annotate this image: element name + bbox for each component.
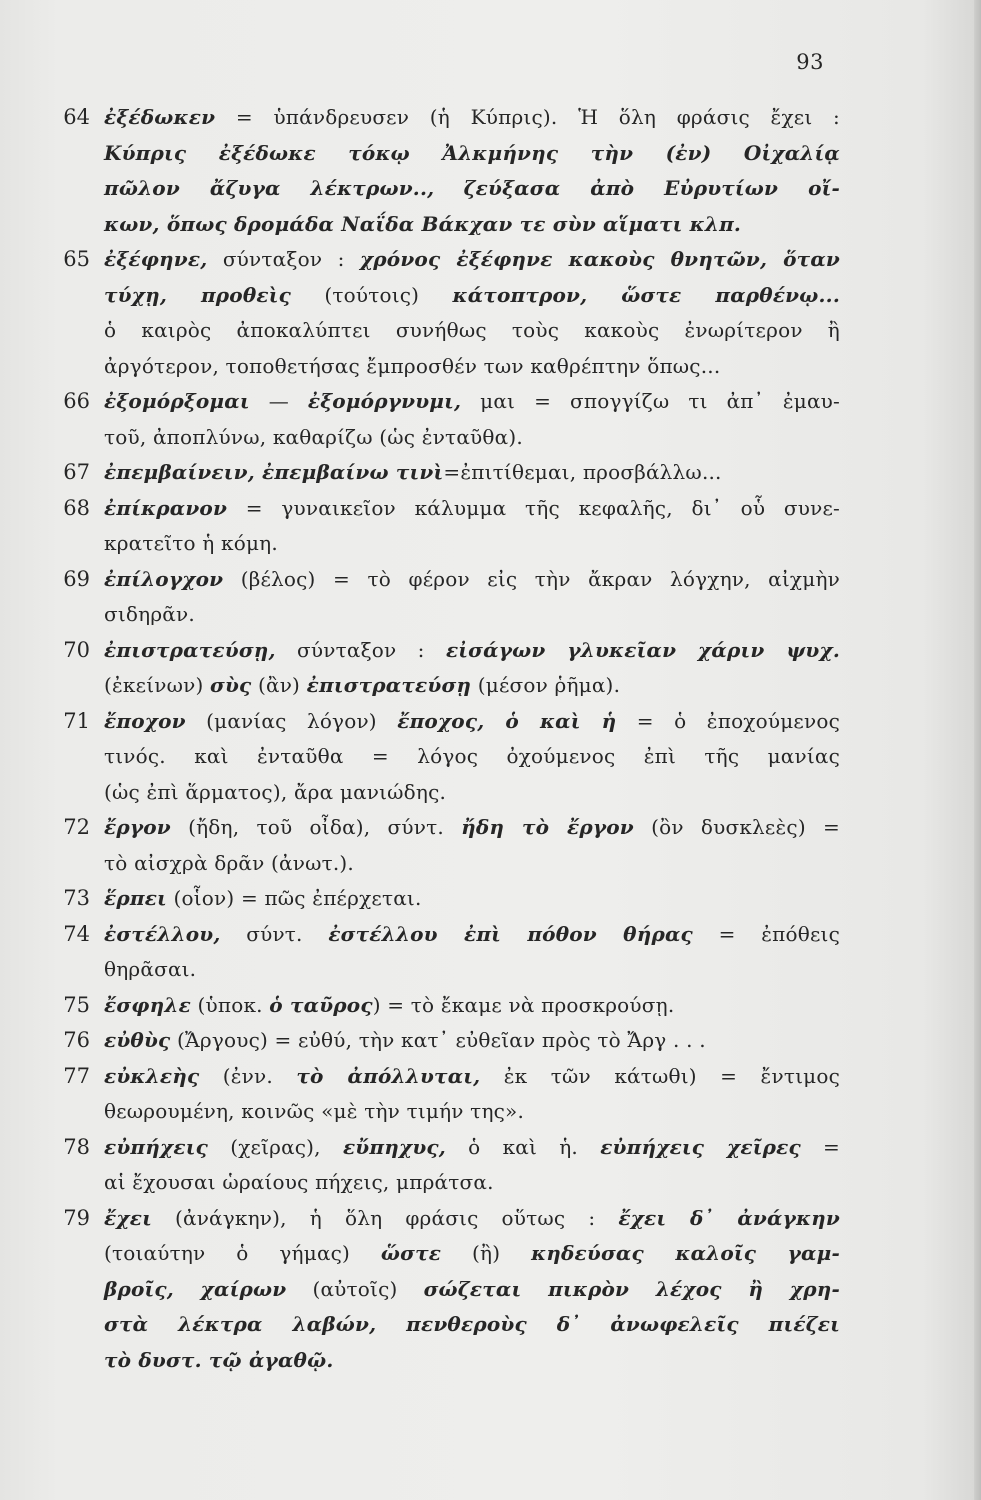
headword: ζεύξασα ἀπὸ Εὐρυτίων οἴ- [463,176,840,200]
note-number: 67 [63,460,90,484]
headword: εὐθὺς [104,1028,171,1052]
note-number: 79 [63,1205,90,1230]
headword: ἔποχον [104,708,186,733]
gloss-text: (ὡς ἐπὶ ἅρματος), ἄρα μανιώδης. [104,779,447,804]
commentary-notes [40,100,840,1378]
text-line [104,597,840,633]
headword: ἐπιστρατεύσῃ, [104,637,276,662]
note-entry [40,1130,840,1201]
note-number: 75 [63,992,90,1017]
gloss-text: (Ἄργους) = εὐθύ, τὴν κατ᾿ εὐθεῖαν πρὸς τὸ Ἄργ . . . [170,1028,706,1052]
text-line [104,420,840,456]
note-entry [40,100,840,242]
note-number: 74 [63,921,90,946]
text-line [104,1201,840,1237]
gloss-text: ὁ καὶ ἡ. [445,1134,601,1159]
headword: ἐπίκρανον [104,495,228,520]
headword: κηδεύσας καλοῖς γαμ- [531,1241,840,1265]
headword: τύχῃ, προθεὶς [104,282,291,307]
gloss-text: (ἐκείνων) [104,673,211,697]
text-line [104,775,840,811]
headword: ἕρπει [104,886,167,910]
note-number: 72 [63,815,90,839]
note-entry [40,384,840,455]
headword: εἰσάγων γλυκεῖαν χάριν ψυχ. [445,637,840,662]
headword: τὸ ἀπόλλυται, [296,1063,481,1088]
note-text [104,1130,840,1201]
note-entry [40,1023,840,1059]
gloss-text: τινός. καὶ ἐνταῦθα = λόγος ὀχούμενος ἐπὶ τῆς μανίας [104,744,840,768]
headword: ἤδη τὸ ἔργον [461,815,634,839]
note-entry [40,242,840,384]
note-number: 69 [63,566,90,591]
text-line [104,136,840,172]
gloss-text: = γυναικεῖον κάλυμμα τῆς κεφαλῆς, δι᾿ οὗ συνε- [227,495,840,520]
note-text [104,1059,840,1130]
note-number: 68 [63,495,90,520]
note-entry [40,810,840,881]
text-line [104,278,840,314]
note-text [104,917,840,988]
note-number: 76 [63,1028,90,1052]
headword: ἔργον [104,815,171,839]
headword: Κύπρις ἐξέδωκε τόκῳ Ἀλκμήνης τὴν (ἐν) Οἰχαλίᾳ [104,140,840,165]
gloss-text: θηρᾶσαι. [104,957,197,981]
note-number: 66 [63,389,90,413]
note-entry [40,881,840,917]
gloss-text: (ἤδη, τοῦ οἶδα), σύντ. [170,815,462,839]
note-text [104,1023,840,1059]
gloss-text: κρατεῖτο ἡ κόμη. [104,531,278,555]
headword: ἔχει δ᾿ ἀνάγκην [618,1205,840,1230]
gloss-text: τοῦ, ἀποπλύνω, καθαρίζω (ὡς ἐνταῦθα). [104,424,523,449]
note-number: 70 [63,637,90,662]
text-line [104,1130,840,1166]
note-text [104,384,840,455]
headword: ἐξομόρξομαι [104,389,250,413]
note-text [104,562,840,633]
headword: ἐπεμβαίνειν, ἐπεμβαίνω τινὶ [104,460,444,484]
text-line [104,1094,840,1130]
text-line [104,668,840,704]
text-line [104,384,840,420]
gloss-text: τὸ αἰσχρὰ δρᾶν (ἀνωτ.). [104,850,354,875]
headword: ἐστέλλου, [104,921,221,946]
note-text [104,881,840,917]
gloss-text: = ὑπάνδρευσεν (ἡ Κύπρις). Ἡ ὅλη φράσις ἔχει : [215,105,840,129]
gloss-text: σύντ. [220,921,329,946]
note-entry [40,562,840,633]
note-text [104,242,840,384]
gloss-text: (τοιαύτην ὁ γήμας) [104,1241,381,1265]
note-number: 65 [63,247,90,271]
text-line [104,917,840,953]
note-entry [40,988,840,1024]
text-line [104,100,840,136]
gloss-text: (μανίας λόγον) [185,708,398,733]
gloss-text: (τούτοις) [290,282,453,307]
gloss-text: σύνταξον : [207,247,360,271]
headword: ἐπίλογχον [104,566,224,591]
text-line [104,1023,840,1059]
text-line [104,313,840,349]
headword: σώζεται πικρὸν λέχος ἢ χρη- [423,1276,840,1301]
gloss-text: θεωρουμένη, κοινῶς «μὲ τὴν τιμήν της». [104,1099,525,1123]
note-entry [40,704,840,811]
note-number: 73 [63,886,90,910]
note-text [104,1201,840,1379]
headword: ἐξέδωκεν [104,105,216,129]
gloss-text: (ἂν) [251,673,307,697]
text-line [104,1272,840,1308]
text-line [104,739,840,775]
text-line [104,881,840,917]
gloss-text: = [800,1134,840,1159]
text-line [104,349,840,385]
headword: εὐπήχεις χεῖρες [600,1134,801,1159]
gloss-text: (ἐνν. [199,1063,297,1088]
gloss-text: (αὐτοῖς) [286,1276,424,1301]
text-line [104,704,840,740]
text-line [104,846,840,882]
headword: σὺς [210,673,252,697]
text-line [104,526,840,562]
gloss-text: (οἷον) = πῶς ἐπέρχεται. [166,886,422,910]
headword: ἔχει [104,1205,152,1230]
page-number: 93 [796,50,824,74]
headword: ἐπιστρατεύσῃ [306,673,472,697]
gloss-text: (ἢ) [441,1241,532,1265]
text-line [104,988,840,1024]
gloss-text: ἀργότερον, τοποθετήσας ἔμπροσθέν των καθρέπτην ὅπως... [104,353,721,378]
gloss-text: (βέλος) = τὸ φέρον εἰς τὴν ἄκραν λόγχην, αἰχμὴν [223,566,840,591]
text-line [104,455,840,491]
note-entry [40,491,840,562]
gloss-text: (μέσον ῥῆμα). [471,673,621,697]
note-entry [40,1059,840,1130]
note-text [104,810,840,881]
headword: κων, ὅπως δρομάδα Ναΐδα Βάκχαν τε σὺν αἵματι κλπ. [104,211,742,236]
text-line [104,1343,840,1379]
gloss-text: σύνταξον : [275,637,446,662]
gloss-text: =ἐπιτίθεμαι, προσβάλλω... [443,460,722,484]
gloss-text: (ὑποκ. [190,992,270,1017]
text-line [104,491,840,527]
headword: ἔσφηλε [104,992,191,1017]
headword: χρόνος ἐξέφηνε κακοὺς θνητῶν, ὅταν [359,247,840,271]
gloss-text: (ὂν δυσκλεὲς) = [633,815,840,839]
text-line [104,207,840,243]
text-line [104,242,840,278]
text-line [104,1236,840,1272]
note-text [104,704,840,811]
gloss-text: μαι = σπογγίζω τι ἀπ᾿ ἐμαυ- [461,389,840,413]
headword: εὔπηχυς, [342,1134,446,1159]
gloss-text: (ἀνάγκην), ἡ ὅλη φράσις οὕτως : [151,1205,619,1230]
headword: βροῖς, χαίρων [104,1276,287,1301]
note-text [104,491,840,562]
headword: ἔποχος, ὁ καὶ ἡ [397,708,617,733]
gloss-text: σιδηρᾶν. [104,602,195,626]
gloss-text: = ὁ ἐποχούμενος [616,708,840,733]
text-line [104,1307,840,1343]
text-line [104,562,840,598]
text-line [104,171,840,207]
headword: ἐξομόργνυμι, [307,389,462,413]
gloss-text: = ἐπόθεις [692,921,841,946]
headword: κάτοπτρον, ὥστε παρθένῳ... [452,282,840,307]
gloss-text: ) = τὸ ἔκαμε νὰ προσκρούσῃ. [372,992,675,1017]
note-number: 64 [63,105,90,129]
note-number: 77 [63,1063,90,1088]
headword: εὐπήχεις [104,1134,208,1159]
text-line [104,1059,840,1095]
note-entry [40,455,840,491]
gloss-text: ἐκ τῶν κάτωθι) = ἔντιμος [480,1063,840,1088]
note-entry [40,633,840,704]
gloss-text: αἱ ἔχουσαι ὡραίους πήχεις, μπράτσα. [104,1170,494,1194]
text-line [104,810,840,846]
note-number: 71 [63,708,90,733]
gloss-text [434,176,463,200]
note-text [104,633,840,704]
gloss-text: — [249,389,308,413]
headword: ὁ ταῦρος [269,992,373,1017]
note-text [104,988,840,1024]
headword: ὥστε [380,1241,442,1265]
note-text [104,100,840,242]
gloss-text: ὁ καιρὸς ἀποκαλύπτει συνήθως τοὺς κακοὺς ἐνωρίτερον ἢ [104,318,840,342]
text-line [104,633,840,669]
page-edge [974,0,981,1500]
headword: ἐστέλλου ἐπὶ πόθον θήρας [328,921,693,946]
gloss-text: (χεῖρας), [207,1134,343,1159]
headword: εὐκλεὴς [104,1063,200,1088]
note-entry [40,1201,840,1379]
text-line [104,1165,840,1201]
headword: τὸ δυστ. τῷ ἀγαθῷ. [104,1347,334,1372]
headword: ἐξέφηνε, [104,247,208,271]
headword: στὰ λέκτρα λαβών, πενθεροὺς δ᾿ ἀνωφελεῖς πιέζει [104,1312,840,1336]
note-entry [40,917,840,988]
note-text [104,455,840,491]
text-line [104,952,840,988]
headword: πῶλον ἄζυγα λέκτρων.., [104,176,435,200]
note-number: 78 [63,1134,90,1159]
